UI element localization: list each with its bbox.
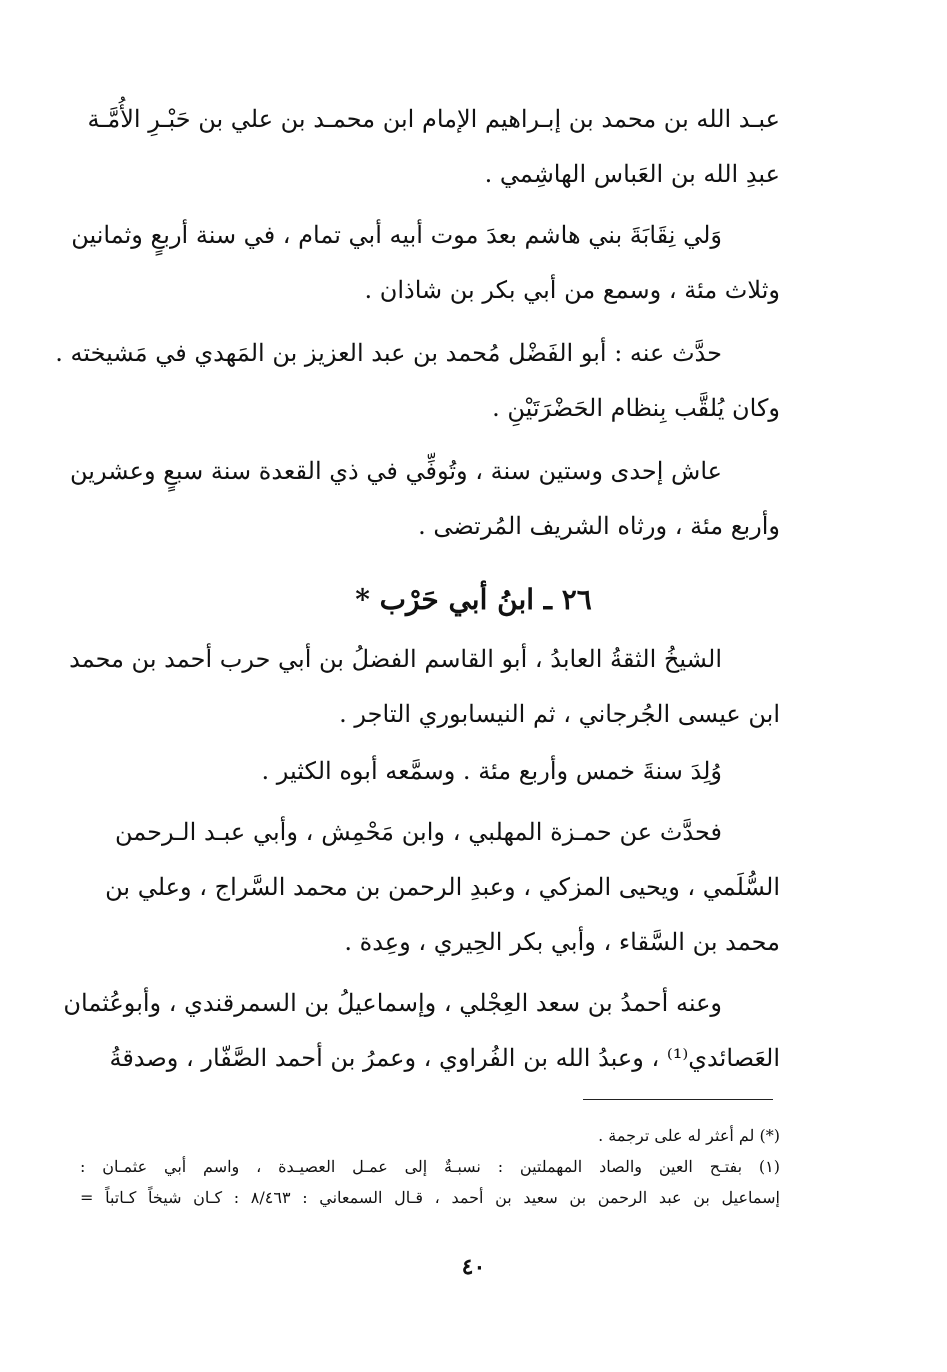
text-line: وُلِدَ سنةَ خمس وأربع مئة . وسمَّعه أبوه الكثير .	[261, 757, 722, 785]
text-line: وكان يُلقَّب بِنظام الحَضْرَتَيْنِ .	[492, 394, 780, 422]
paragraph	[55, 326, 780, 436]
text-line: ابن عيسى الجُرجاني ، ثم النيسابوري التاجر .	[339, 700, 780, 728]
entry-heading: ٢٦ ـ ابنُ أبي حَرْب ‎*	[355, 583, 592, 616]
paragraph	[69, 632, 780, 742]
paragraph	[63, 976, 780, 1086]
paragraph	[105, 805, 780, 970]
text-line: وثلاث مئة ، وسمع من أبي بكر بن شاذان .	[364, 276, 780, 304]
text-line: وعنه أحمدُ بن سعد العِجْلي ، وإسماعيلُ بن السمرقندي ، وأبوعُثمان	[63, 989, 722, 1017]
footnote-line: إسماعيل بن عبد الرحمن بن سعيد بن أحمد ، قـال السمعاني : ٨/٤٦٣ : كـان شيخاً كـاتباً =	[80, 1188, 781, 1207]
text-line: فحدَّث عن حمـزة المهلبي ، وابن مَحْمِش ، وأبي عبـد الـرحمن	[115, 818, 722, 846]
text-line: العَصائدي⁽¹⁾ ، وعبدُ الله بن الفُراوي ، وعمرُ بن أحمد الصَّفّار ، وصدقةُ	[109, 1044, 780, 1072]
text-line: الشيخُ الثقةُ العابدُ ، أبو القاسم الفضلُ بن أبي حرب أحمد بن محمد	[69, 645, 722, 673]
text-line: عبـد الله بن محمد بن إبـراهيم الإمام ابن محمـد بن علي بن حَبْـرِ الأُمَّـة	[87, 105, 780, 133]
paragraph	[87, 92, 780, 202]
text-line: وأربع مئة ، ورثاه الشريف المُرتضى .	[418, 512, 780, 540]
text-line: السُّلَمي ، ويحيى المزكي ، وعبدِ الرحمن بن محمد السَّراج ، وعلي بن	[105, 873, 780, 901]
footnote-divider	[583, 1099, 773, 1100]
footnotes	[80, 1120, 780, 1213]
text-line: محمد بن السَّقاء ، وأبي بكر الحِيري ، وعِدة .	[344, 928, 780, 956]
paragraph	[115, 744, 780, 799]
text-line: عاش إحدى وستين سنة ، وتُوفِّي في ذي القعدة سنة سبعٍ وعشرين	[70, 457, 722, 485]
paragraph	[71, 208, 780, 318]
footnote-line: (*) لم أعثر له على ترجمة .	[598, 1126, 780, 1145]
text-line: حدَّث عنه : أبو الفَضْل مُحمد بن عبد العزيز بن المَهدي في مَشيخته .	[55, 339, 722, 367]
bottom-text-block	[63, 632, 780, 1086]
text-line: عبدِ الله بن العَباس الهاشِمي .	[484, 160, 780, 188]
footnote-line: (١) بفتـح العين والصاد المهملتين : نسبـةٌ إلى عمـل العصيـدة ، واسم أبي عثمـان :	[80, 1157, 780, 1176]
text-line: وَلي نِقَابَةَ بني هاشم بعدَ موت أبيه أبي تمام ، في سنة أربعٍ وثمانين	[71, 221, 722, 249]
paragraph	[70, 444, 780, 554]
page-number: ٤٠	[461, 1254, 486, 1280]
top-text-block	[55, 92, 780, 554]
